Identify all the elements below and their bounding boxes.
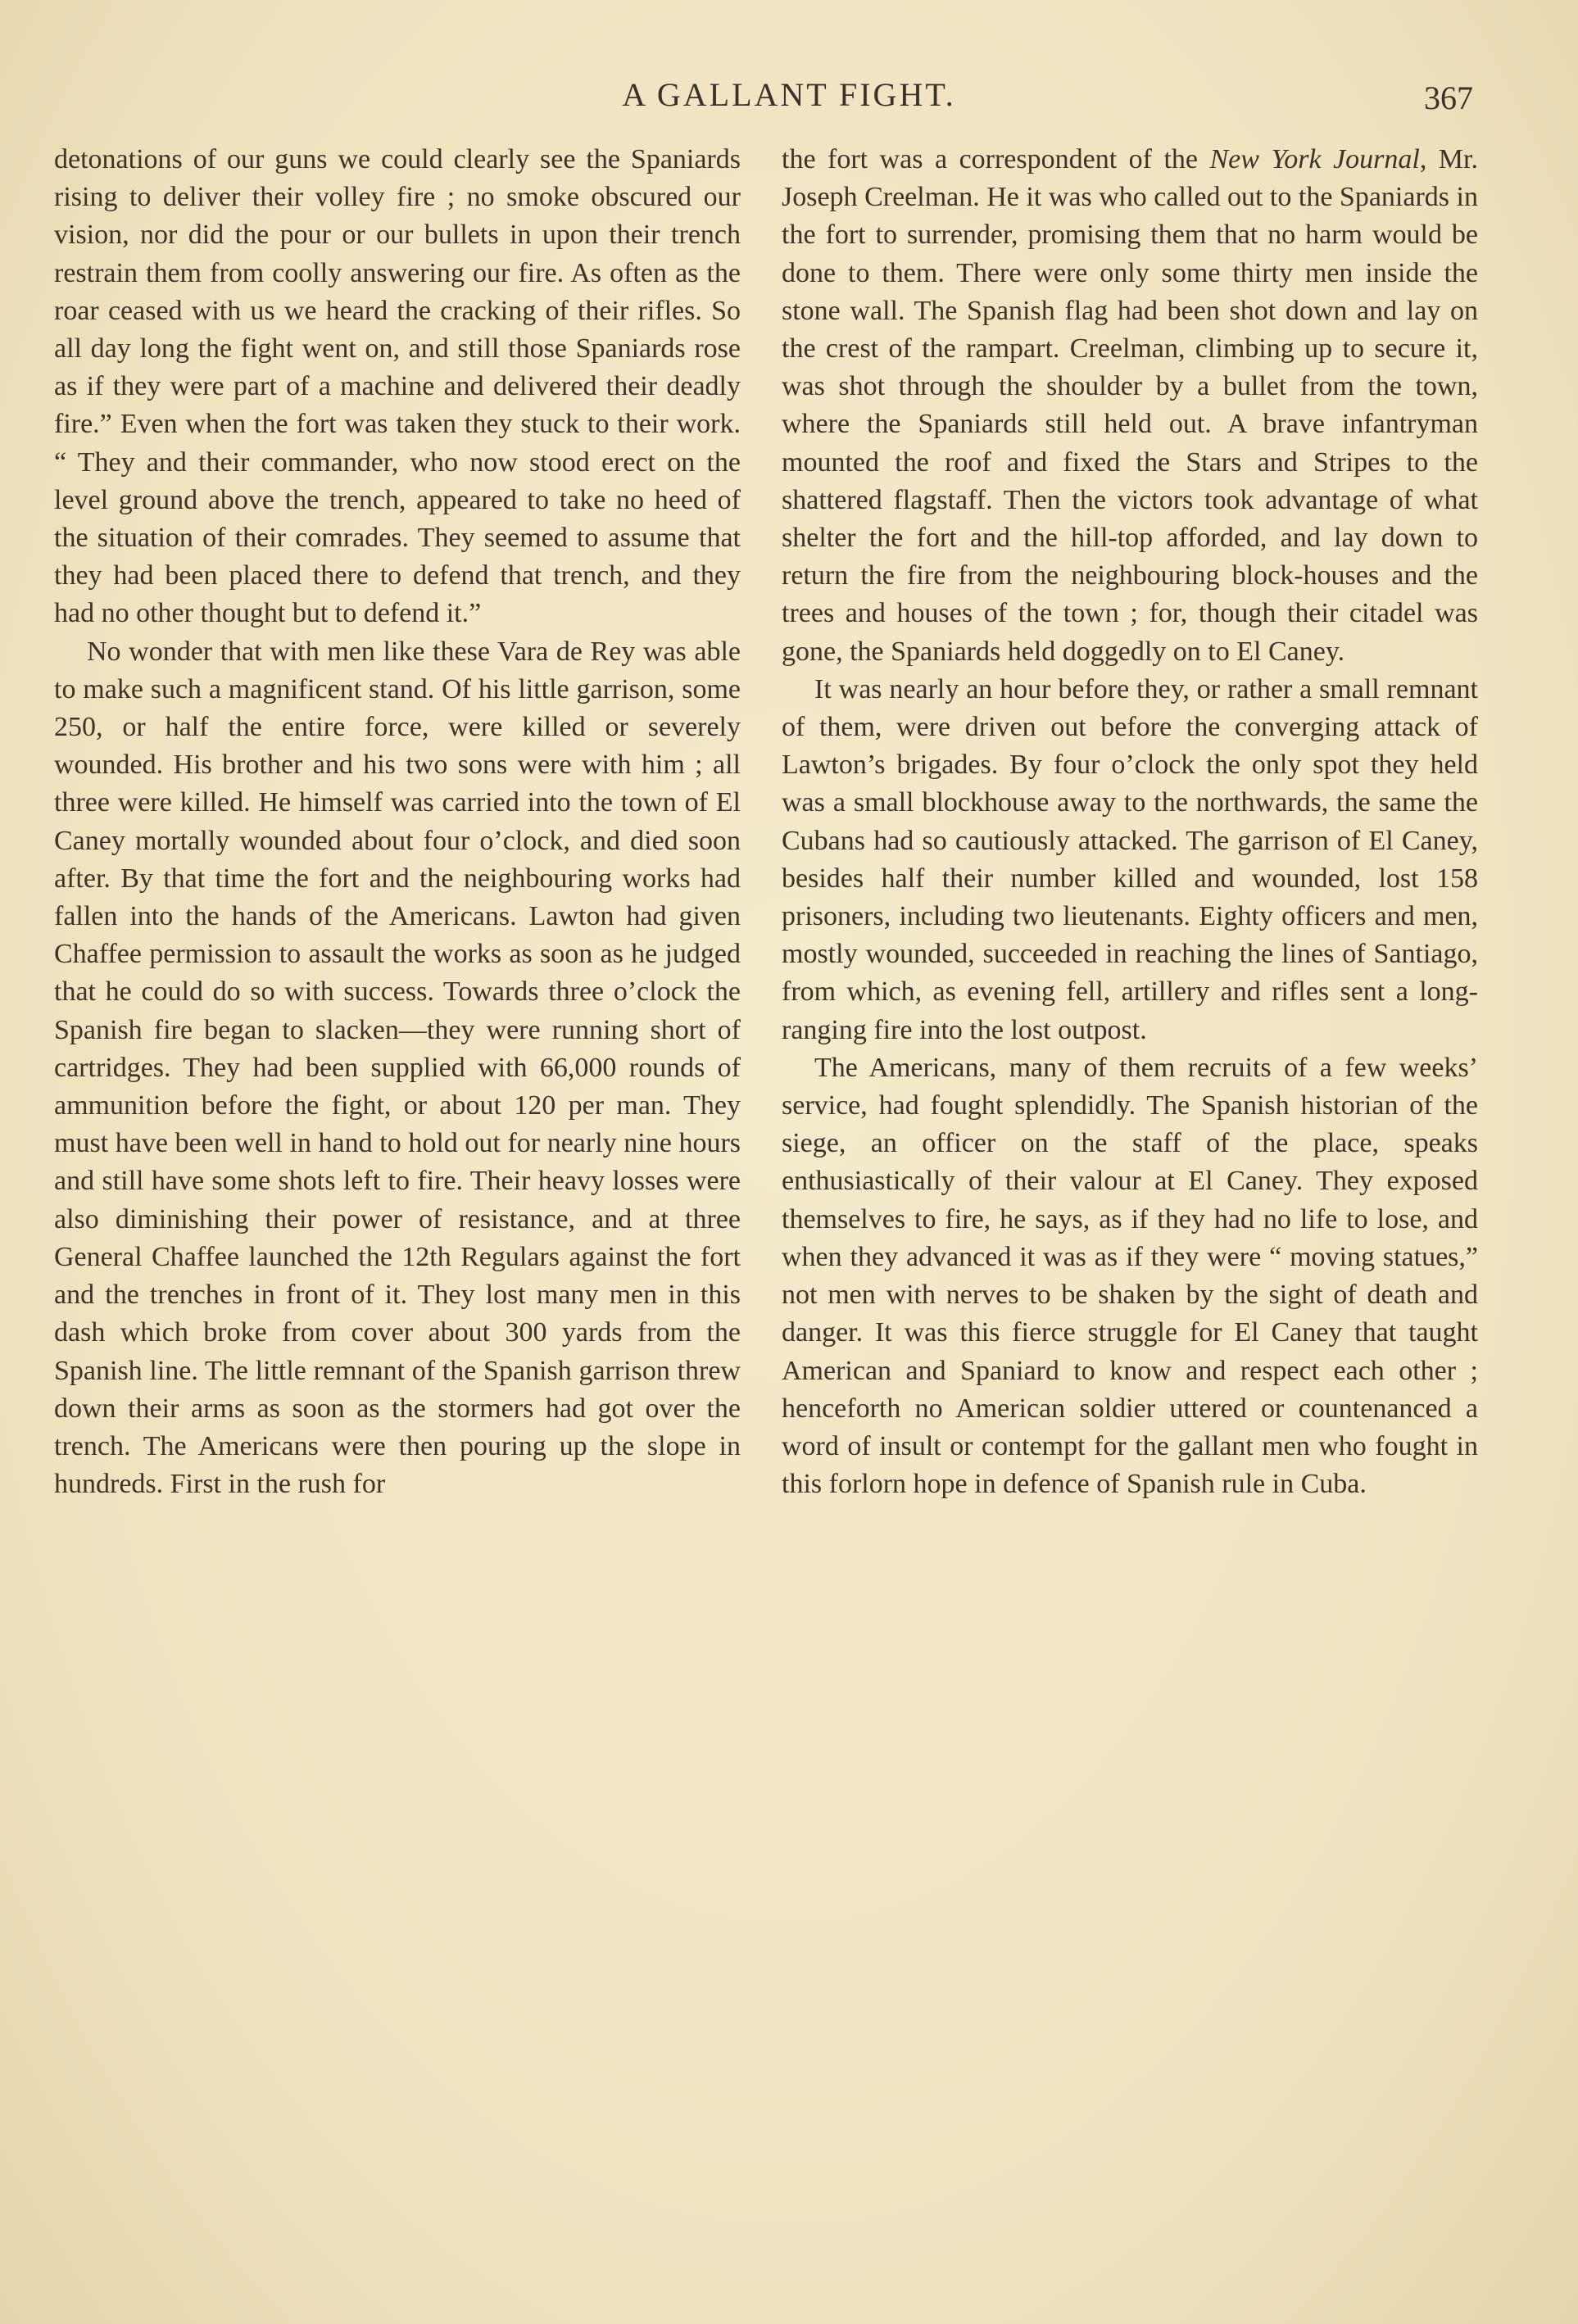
right-paragraph-3: The Americans, many of them recruits of a few weeks’ service, had fought splendidly. The Spanish historian of the siege, an officer on the staff of the place, speaks enthusiastically of their valour at El Caney. They exposed themselves to fire, he says, as if they had no life to lose, and when they advanced it was as if they were “ moving statues,” not men with nerves to be shaken by the sight of death and danger. It was this fierce struggle for El Caney that taught American and Spaniard to know and respect each other ; henceforth no American soldier uttered or countenanced a word of insult or contempt for the gallant men who fought in this forlorn hope in defence of Spanish rule in Cuba. xyxy=(782,1052,1478,1500)
right-paragraph-1-rest: , Mr. Joseph Creelman. He it was who called out to the Spaniards in the fort to surrender, promising them that no harm would be done to them. There were only some thirty men inside the stone wall. The Spanish flag had been shot down and lay on the crest of the rampart. Creelman, climbing up to secure it, was shot through the shoulder by a bullet from the town, where the Spaniards still held out. A brave infantryman mounted the roof and fixed the Stars and Stripes to the shattered flagstaff. Then the victors took advantage of what shelter the fort and the hill-top afforded, and lay down to return the fire from the neighbouring block-houses and the trees and houses of the town ; for, though their citadel was gone, the Spaniards held doggedly on to El Caney. xyxy=(782,144,1478,667)
right-paragraph-1 xyxy=(782,141,1478,671)
left-paragraph-2: No wonder that with men like these Vara de Rey was able to make such a magnificent stand. Of his little garrison, some 250, or half the entire force, were killed or severely wounded. His brother and his two sons were with him ; all three were killed. He himself was carried into the town of El Caney mortally wounded about four o’clock, and died soon after. By that time the fort and the neighbouring works had fallen into the hands of the Americans. Lawton had given Chaffee permission to assault the works as soon as he judged that he could do so with success. Towards three o’clock the Spanish fire began to slacken—they were running short of cartridges. They had been supplied with 66,000 rounds of ammunition before the fight, or about 120 per man. They must have been well in hand to hold out for nearly nine hours and still have some shots left to fire. Their heavy losses were also diminishing their power of resistance, and at three General Chaffee launched the 12th Regulars against the fort and the trenches in front of it. They lost many men in this dash which broke from cover about 300 yards from the Spanish line. The little remnant of the Spanish garrison threw down their arms as soon as the stormers had got over the trench. The Americans were then pouring up the slope in hundreds. First in the rush for xyxy=(54,636,741,1500)
left-paragraph-1: detonations of our guns we could clearly see the Spaniards rising to deliver their volley fire ; no smoke obscured our vision, nor did the pour or our bullets in upon their trench restrain them from coolly answering our fire. As often as the roar ceased with us we heard the cracking of their rifles. So all day long the fight went on, and still those Spaniards rose as if they were part of a machine and delivered their deadly fire.” Even when the fort was taken they stuck to their work. “ They and their commander, who now stood erect on the level ground above the trench, appeared to take no heed of the situation of their comrades. They seemed to assume that they had been placed there to defend that trench, and they had no other thought but to defend it.” xyxy=(54,144,741,629)
page-number: 367 xyxy=(1424,79,1473,116)
right-paragraph-2: It was nearly an hour before they, or rather a small remnant of them, were driven out before the converging attack of Lawton’s brigades. By four o’clock the only spot they held was a small blockhouse away to the northwards, the same the Cubans had so cautiously attacked. The garrison of El Caney, besides half their number killed and wounded, lost 158 prisoners, including two lieutenants. Eighty officers and men, mostly wounded, succeeded in reaching the lines of Santiago, from which, as evening fell, artillery and rifles sent a long-ranging fire into the lost outpost. xyxy=(782,673,1478,1045)
left-column xyxy=(54,141,741,1503)
running-title: A GALLANT FIGHT. xyxy=(622,76,956,113)
right-paragraph-1-start: the fort was a correspondent of the xyxy=(782,144,1210,174)
right-column xyxy=(782,141,1478,1503)
newspaper-title: New York Journal xyxy=(1209,144,1420,174)
